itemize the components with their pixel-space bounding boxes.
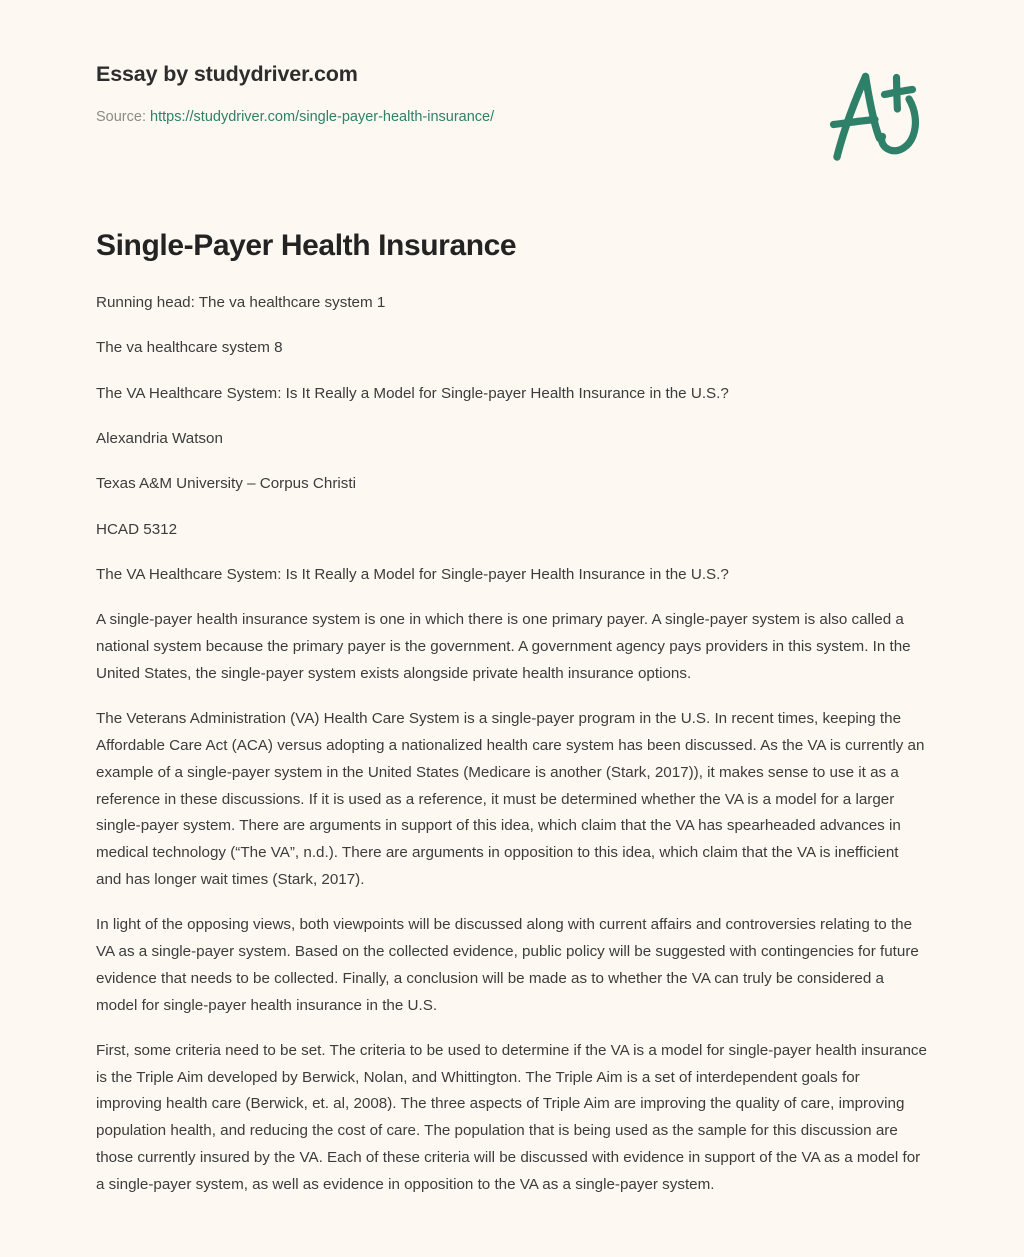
paragraph: HCAD 5312 bbox=[96, 520, 178, 538]
source-line bbox=[96, 108, 928, 127]
paragraph: In light of the opposing views, both viewpoints will be discussed along with current affairs and controversies relating to the VA as a single-payer system. Based on the collected evidence, public policy will be suggested with contingencies for future evidence that needs to be collected. Finally, a conclusion will be made as to whether the VA can truly be considered a model for single-payer health insurance in the U.S. bbox=[96, 916, 919, 1014]
paragraph: The VA Healthcare System: Is It Really a Model for Single-payer Health Insurance in the U.S.? bbox=[96, 565, 729, 583]
source-label: Source: bbox=[96, 108, 146, 125]
site-byline: Essay by studydriver.com bbox=[96, 62, 358, 86]
paragraph: The Veterans Administration (VA) Health Care System is a single-payer program in the U.S. In recent times, keeping the Affordable Care Act (ACA) versus adopting a nationalized health care system has been discussed. As the VA is currently an example of a single-payer system in the United States (Medicare is another (Stark, 2017)), it makes sense to use it as a reference in these discussions. If it is used as a reference, it must be determined whether the VA is a model for a larger single-payer system. There are arguments in support of this idea, which claim that the VA has spearheaded advances in medical technology (“The VA”, n.d.). There are arguments in opposition to this idea, which claim that the VA is inefficient and has longer wait times (Stark, 2017). bbox=[96, 710, 925, 888]
paragraph: Alexandria Watson bbox=[96, 430, 223, 448]
paragraph: Running head: The va healthcare system 1 bbox=[96, 294, 386, 312]
paragraph: The va healthcare system 8 bbox=[96, 339, 283, 357]
paragraph: Texas A&M University – Corpus Christi bbox=[96, 475, 356, 493]
article-body bbox=[0, 264, 1024, 1257]
page-title: Single-Payer Health Insurance bbox=[96, 228, 517, 262]
paragraph: The VA Healthcare System: Is It Really a Model for Single-payer Health Insurance in the U.S.? bbox=[96, 384, 729, 402]
page-header bbox=[0, 0, 1024, 127]
a-plus-logo-icon[interactable] bbox=[824, 66, 926, 166]
paragraph: A single-payer health insurance system is one in which there is one primary payer. A single-payer system is also called a national system because the primary payer is the government. A government agency pays providers in this system. In the United States, the single-payer system exists alongside private health insurance options. bbox=[96, 611, 911, 682]
source-url-link[interactable]: https://studydriver.com/single-payer-health-insurance/ bbox=[150, 108, 495, 125]
paragraph: First, some criteria need to be set. The criteria to be used to determine if the VA is a model for single-payer health insurance is the Triple Aim developed by Berwick, Nolan, and Whittington. The Triple Aim is a set of interdependent goals for improving health care (Berwick, et. al, 2008). The three aspects of Triple Aim are improving the quality of care, improving population health, and reducing the cost of care. The population that is being used as the sample for this discussion are those currently insured by the VA. Each of these criteria will be discussed with evidence in support of the VA as a model for a single-payer system, as well as evidence in opposition to the VA as a single-payer system. bbox=[96, 1041, 927, 1193]
